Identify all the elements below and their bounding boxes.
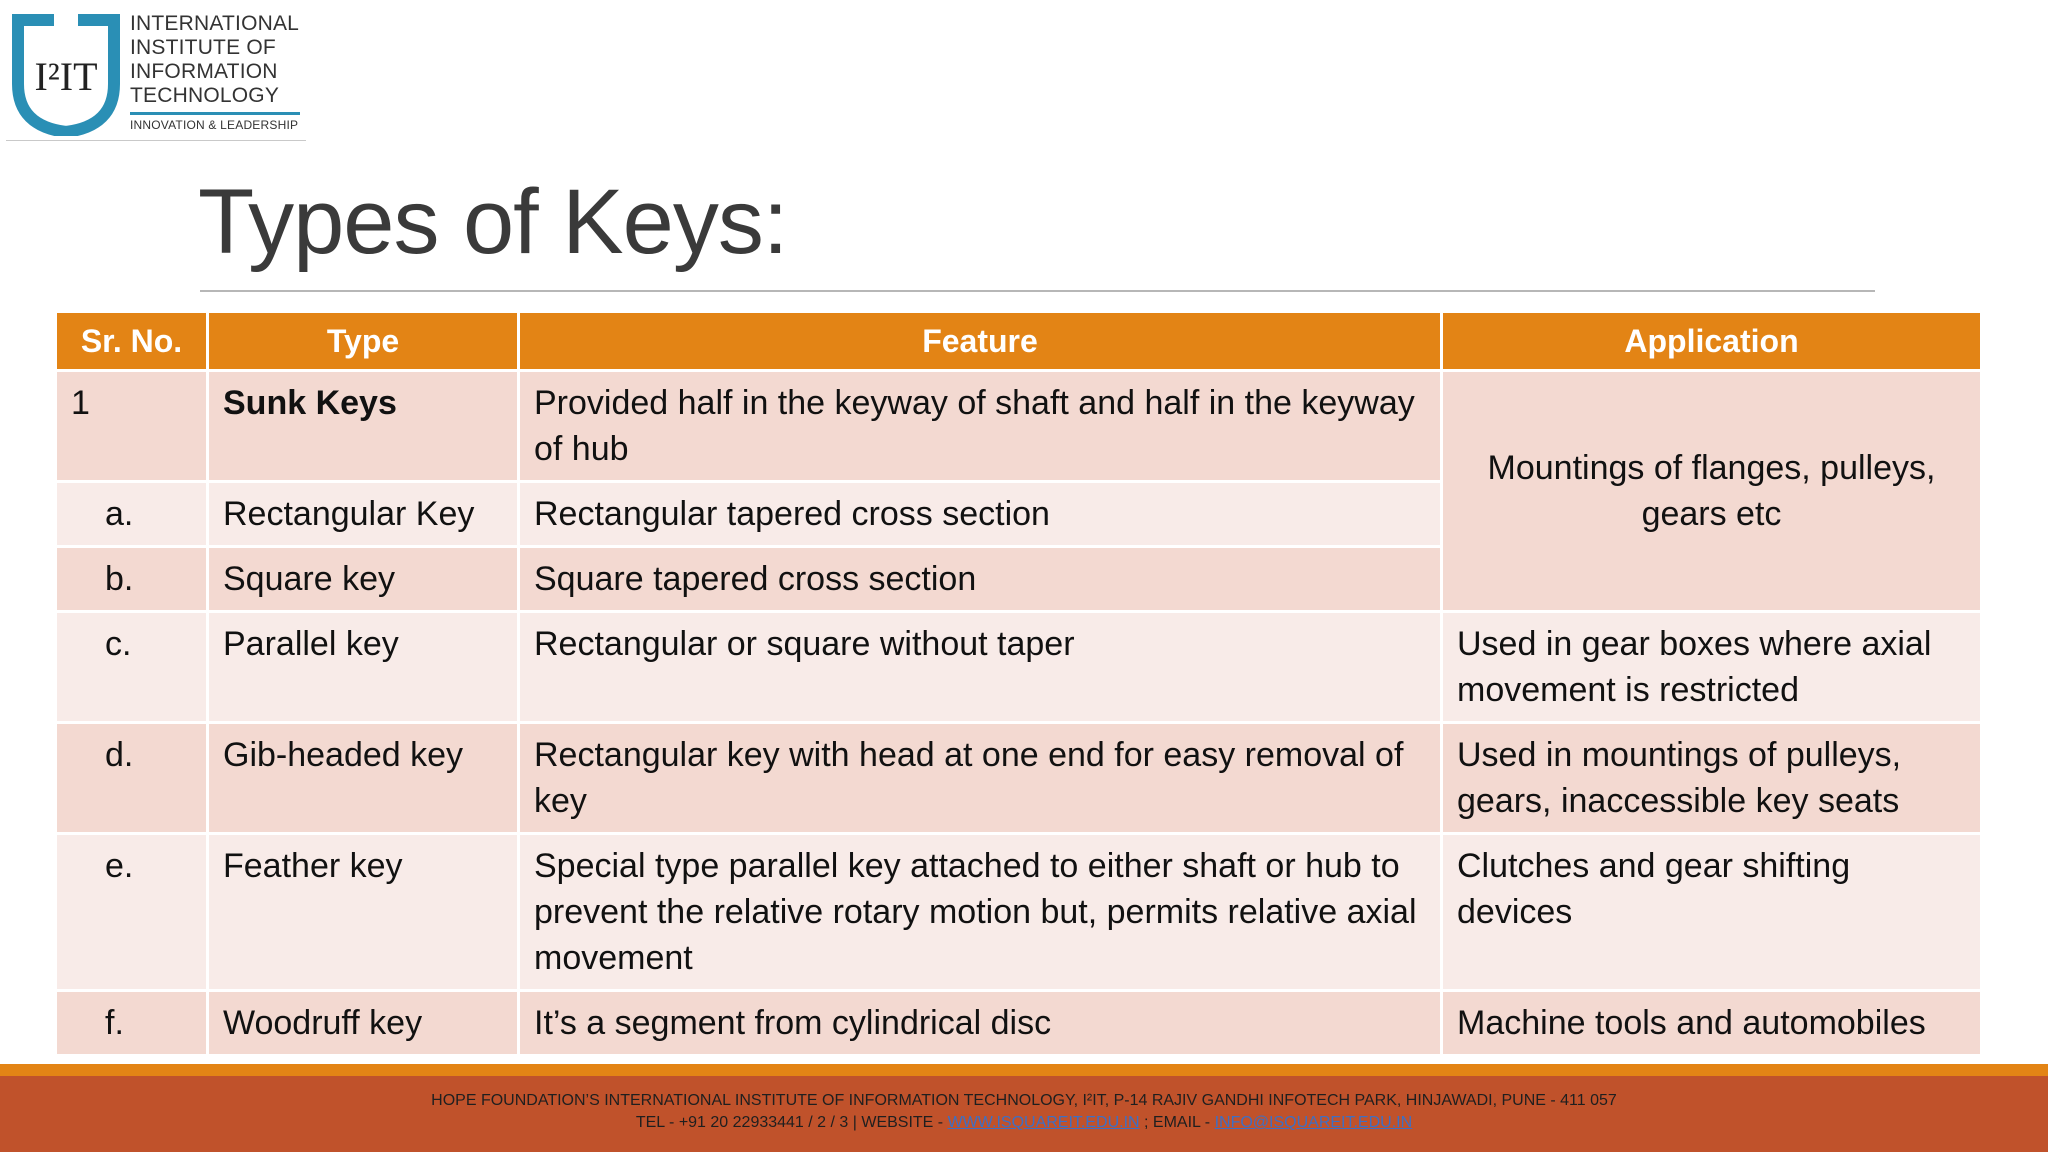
cell-feature: Rectangular or square without taper	[519, 612, 1442, 723]
footer-phone: TEL - +91 20 22933441 / 2 / 3 | WEBSITE -	[635, 1114, 948, 1131]
logo-name	[130, 12, 299, 108]
footer-contact	[0, 1114, 2048, 1132]
footer-address: HOPE FOUNDATION’S INTERNATIONAL INSTITUTE OF INFORMATION TECHNOLOGY, I²IT, P-14 RAJIV GANDHI INFOTECH PARK, HINJAWADI, PUNE - 411 057	[431, 1092, 1617, 1109]
table-row	[56, 991, 1982, 1056]
cell-feature: Rectangular tapered cross section	[519, 482, 1442, 547]
cell-application: Machine tools and automobiles	[1442, 991, 1982, 1056]
website-link[interactable]: WWW.ISQUAREIT.EDU.IN	[947, 1114, 1140, 1131]
cell-sr-no: f.	[56, 991, 208, 1056]
cell-type: Gib-headed key	[208, 723, 519, 834]
cell-type: Sunk Keys	[208, 371, 519, 482]
cell-sr-no: b.	[56, 547, 208, 612]
shield-logo-icon	[10, 14, 122, 136]
institute-logo	[6, 8, 306, 142]
cell-application: Clutches and gear shifting devices	[1442, 834, 1982, 991]
cell-feature: Special type parallel key attached to either shaft or hub to prevent the relative rotary motion but, permits relative axial movement	[519, 834, 1442, 991]
logo-line-1: INTERNATIONAL	[130, 12, 300, 35]
table-row	[56, 612, 1982, 723]
cell-type: Parallel key	[208, 612, 519, 723]
table-row	[56, 723, 1982, 834]
cell-sr-no: c.	[56, 612, 208, 723]
header-application: Application	[1442, 312, 1982, 371]
keys-table	[54, 310, 1983, 1057]
footer-band	[0, 1076, 2048, 1152]
cell-type: Woodruff key	[208, 991, 519, 1056]
cell-feature: Rectangular key with head at one end for easy removal of key	[519, 723, 1442, 834]
table-row	[56, 371, 1982, 482]
cell-application: Used in mountings of pulleys, gears, inaccessible key seats	[1442, 723, 1982, 834]
cell-application: Used in gear boxes where axial movement is restricted	[1442, 612, 1982, 723]
logo-underline	[6, 140, 306, 141]
cell-type: Rectangular Key	[208, 482, 519, 547]
footer-email-label: ; EMAIL -	[1139, 1114, 1215, 1131]
logo-mark: I²IT	[34, 54, 98, 99]
cell-sr-no: a.	[56, 482, 208, 547]
footer-stripe	[0, 1064, 2048, 1076]
slide-title: Types of Keys:	[198, 171, 788, 273]
cell-type: Feather key	[208, 834, 519, 991]
logo-line-2: INSTITUTE OF	[130, 36, 276, 59]
header-feature: Feature	[519, 312, 1442, 371]
logo-line-3: INFORMATION	[130, 60, 278, 83]
cell-feature: Provided half in the keyway of shaft and half in the keyway of hub	[519, 371, 1442, 482]
cell-feature: It’s a segment from cylindrical disc	[519, 991, 1442, 1056]
logo-tagline: INNOVATION & LEADERSHIP	[130, 118, 299, 132]
table-row	[56, 834, 1982, 991]
header-sr-no: Sr. No.	[56, 312, 208, 371]
cell-sr-no: e.	[56, 834, 208, 991]
cell-application-merged: Mountings of flanges, pulleys, gears etc	[1442, 371, 1982, 612]
cell-type: Square key	[208, 547, 519, 612]
cell-sr-no: 1	[56, 371, 208, 482]
logo-divider	[130, 112, 300, 115]
cell-sr-no: d.	[56, 723, 208, 834]
header-type: Type	[208, 312, 519, 371]
email-link[interactable]: INFO@ISQUAREIT.EDU.IN	[1214, 1114, 1413, 1131]
logo-line-4: TECHNOLOGY	[130, 84, 280, 107]
cell-feature: Square tapered cross section	[519, 547, 1442, 612]
table-header-row	[56, 312, 1982, 371]
title-divider	[200, 290, 1875, 292]
